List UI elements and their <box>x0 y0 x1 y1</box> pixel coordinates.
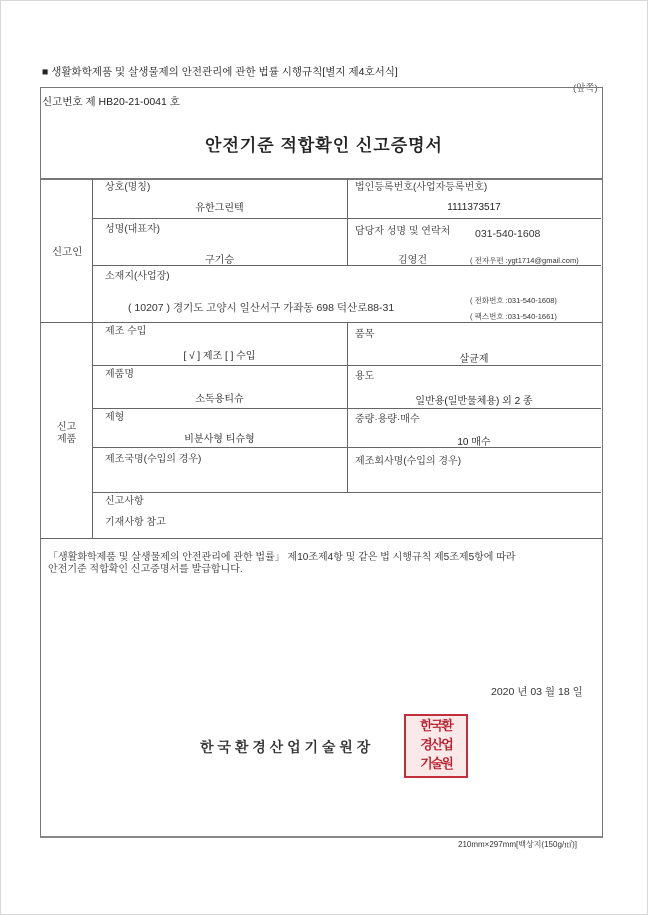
company-value: 유한그린텍 <box>195 203 244 214</box>
form-rule-header: ■ 생활화학제품 및 살생물제의 안전관리에 관한 법률 시행규칙[별지 제4호서식] <box>42 66 398 78</box>
official-seal: 한국환 경산업 기술원 <box>404 714 468 778</box>
formulation-value: 비분사형 티슈형 <box>184 434 255 445</box>
quantity-value: 10 매수 <box>457 437 491 448</box>
representative-label: 성명(대표자) <box>105 224 160 235</box>
use-label: 용도 <box>355 371 375 382</box>
phone-number: ( 전화번호 :031-540-1608) <box>470 296 557 305</box>
divider <box>92 408 601 409</box>
contact-phone: 031-540-1608 <box>475 228 541 240</box>
front-side-note: (앞쪽) <box>573 83 598 94</box>
applicant-section-label: 신고인 <box>52 246 83 258</box>
document-title: 안전기준 적합확인 신고증명서 <box>205 136 443 155</box>
registration-label: 법인등록번호(사업자등록번호) <box>355 182 488 193</box>
mfg-import-label: 제조 수입 <box>105 326 147 337</box>
quantity-label: 중량·용량·매수 <box>355 414 420 425</box>
notes-value: 기재사항 참고 <box>105 517 166 528</box>
item-label: 품목 <box>355 329 375 340</box>
mfg-import-value: [ √ ] 제조 [ ] 수입 <box>183 351 256 362</box>
divider <box>92 365 601 366</box>
product-name-value: 소독용티슈 <box>195 394 244 405</box>
product-section-label-2: 제품 <box>57 434 77 445</box>
item-value: 살균제 <box>459 354 489 365</box>
fax-number: ( 팩스번호 :031-540-1661) <box>470 312 557 321</box>
use-value: 일반용(일반물체용) 외 2 종 <box>415 396 533 407</box>
formulation-label: 제형 <box>105 412 125 423</box>
divider <box>92 492 601 493</box>
divider <box>347 178 348 265</box>
paper-size-footer: 210mm×297mm[백상지(150g/㎡)] <box>458 840 578 849</box>
representative-value: 구기승 <box>205 255 234 266</box>
maker-label: 제조회사명(수입의 경우) <box>355 456 462 467</box>
address-label: 소재지(사업장) <box>105 271 170 282</box>
product-section-label-1: 신고 <box>57 422 77 433</box>
contact-label: 담당자 성명 및 연락처 <box>355 226 451 237</box>
issue-date: 2020 년 03 월 18 일 <box>491 686 583 698</box>
contact-email: ( 전자우편 :ygt1714@gmail.com) <box>470 256 579 265</box>
contact-name: 김영건 <box>398 255 427 266</box>
address-value: ( 10207 ) 경기도 고양시 일산서구 가좌동 698 덕산로88-31 <box>128 302 395 314</box>
divider <box>347 322 348 492</box>
registration-value: 1111373517 <box>447 202 501 213</box>
report-number: 신고번호 제 HB20-21-0041 호 <box>42 96 180 108</box>
issuer-name: 한 국 환 경 산 업 기 술 원 장 <box>200 739 371 755</box>
company-label: 상호(명칭) <box>105 182 151 193</box>
country-label: 제조국명(수입의 경우) <box>105 454 202 465</box>
divider <box>40 538 602 539</box>
statement-line-1: 「생활화학제품 및 살생물제의 안전관리에 관한 법률」 제10조제4항 및 같은 법 시행규칙 제5조제5항에 따라 <box>48 552 516 563</box>
notes-label: 신고사항 <box>105 496 144 507</box>
statement-line-2: 안전기준 적합확인 신고증명서를 발급합니다. <box>48 564 243 575</box>
product-name-label: 제품명 <box>105 369 134 380</box>
